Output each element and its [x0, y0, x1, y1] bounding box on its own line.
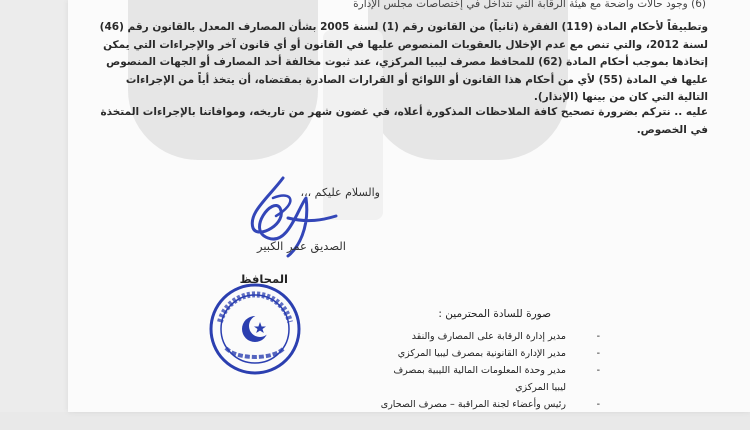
signatory-title: المحافظ — [239, 272, 288, 286]
cc-item: - مدير إدارة الرقابة على المصارف والنقد — [411, 331, 600, 342]
cc-item: - رئيس وأعضاء لجنة المراقبة – مصرف الصحارى — [380, 399, 600, 410]
closing-greeting: والسلام عليكم ،،، — [300, 186, 380, 199]
bottom-background — [0, 412, 750, 430]
signatory-name: الصديق عمر الكبير — [256, 239, 346, 253]
cc-item: - مدير الإدارة القانونية بمصرف ليبيا المركزي — [397, 348, 600, 359]
request-paragraph: عليه .. نتركم بضرورة تصحيح كافة الملاحظات المذكورة أعلاه، في غضون شهر من تاريخه، وموافاتنا بالإجراءات المتخذة في الخصوص. — [100, 106, 708, 136]
document-page — [68, 0, 750, 412]
official-stamp — [208, 282, 302, 376]
legal-paragraph: وتطبيقاً لأحكام المادة (119) الفقرة (ثانياً) من القانون رقم (1) لسنة 2005 بشأن المصارف المعدل بالقانون رقم (46) لسنة 2012، والتي تنص مع عدم الإخلال بالعقوبات المنصوص عليها في القانون أو أي قانون آخر والإجراءات التي يمكن إتخاذها بموجب أحكام المادة (62) للمحافظ مصرف ليبيا المركزي، عند ثبوت مخالفة أحد المصارف أو الجهات المنصوص عليها في المادة (55) لأي من أحكام هذا القانون أو اللوائح أو القرارات الصادرة بمقتضاه، أن يتخذ أياً من الإجراءات التالية التي كان من بينها (الإنذار). — [99, 21, 708, 103]
partial-top-line: (6) وجود حالات واضحة مع هيئة الرقابة التي تتداخل في إختصاصات مجلس الإدارة — [353, 0, 706, 10]
cc-item: - مدير وحدة المعلومات المالية الليبية بمصرف ليبيا المركزي — [393, 365, 600, 393]
cc-heading: صورة للسادة المحترمين : — [438, 308, 551, 320]
cc-list — [380, 328, 600, 412]
